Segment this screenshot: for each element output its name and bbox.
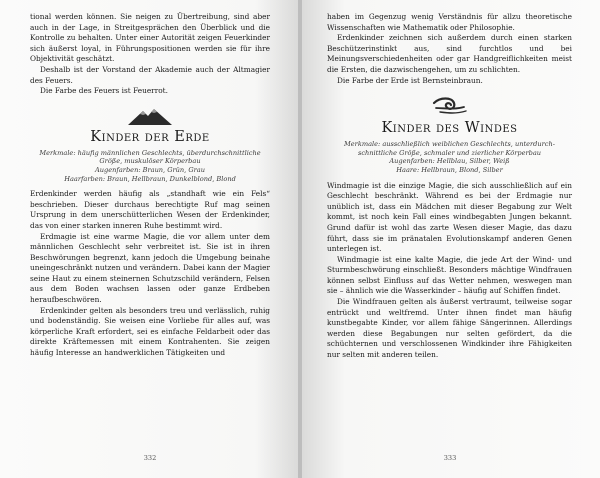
meta-line: Merkmale: häufig männlichen Geschlechts, überdurchschnittliche [39, 148, 261, 157]
meta-line: Augenfarben: Hellblau, Silber, Weiß [389, 157, 510, 166]
right-top-paragraph-1: haben im Gegenzug wenig Verständnis für allzu theoretische Wissenschaften wie Mathematik oder Philosophie. [327, 12, 572, 32]
chapter-title-earth: Kinder der Erde [90, 128, 210, 145]
left-body-paragraph-2: Erdmagie ist eine warme Magie, die vor allem unter dem männlichen Geschlecht sehr verbreitet ist. Sie ist in ihren Beschwörungen begrenzt, kann jedoch die Umgebung beinahe uneingeschränkt nutzen und verändern. Dabei kann der Magier seine Haut zu einem steinernen Schutzschild verändern, Felsen aus dem Boden wachsen lassen oder ganze Erdbeben heraufbeschwören. [30, 231, 270, 305]
page-number-left: 332 [143, 454, 157, 462]
right-top-paragraph-3: Die Farbe der Erde ist Bernsteinbraun. [337, 75, 483, 85]
mountain-icon [126, 106, 174, 126]
book-gutter [298, 0, 302, 478]
wind-characteristics [327, 140, 572, 174]
left-top-paragraph-1: tional werden können. Sie neigen zu Übertreibung, sind aber auch in der Lage, in Streitgesprächen den Überblick und die Kontrolle zu behalten. Unter einer Autorität zeigen Feuerkinder sich äußerst loyal, in Führungspositionen werden sie für ihre Objektivität geschätzt. [30, 12, 270, 64]
right-text-column [327, 12, 572, 361]
left-text-column [30, 12, 270, 359]
left-body-paragraph-3: Erdenkinder gelten als besonders treu und verlässlich, ruhig und bodenständig. Sie weisen eine Vorliebe für alles auf, was körperliche Kraft erfordert, sei es einfache Feldarbeit oder das direkte Kräftemessen mit einem Kontrahenten. Sie zeigen häufig Interesse an handwerklichen Tätigkeiten und [30, 305, 270, 358]
right-body-paragraph-2: Windmagie ist eine kalte Magie, die jede Art der Wind- und Sturmbeschwörung einschließt. Besonders mächtige Windfrauen können selbst Einfluss auf das Wetter nehmen, weswegen man sie – ähnlich wie die Wasserkinder – häufig auf Schiffen findet. [327, 254, 572, 296]
right-body-paragraph-1: Windmagie ist die einzige Magie, die sich ausschließlich auf ein Geschlecht beschränkt. Während es bei der Erdmagie nur unüblich ist, dass ein Mädchen mit dieser Begabung zur Welt kommt, ist noch kein Fall eines windbegabten Jungen bekannt. Grund dafür ist wohl das zarte Wesen dieser Magie, das dazu führt, dass sie im pränatalen Evolutionskampf anderen Genen unterlegen ist. [327, 180, 572, 254]
wind-chapter-heading [327, 95, 572, 174]
meta-line: Augenfarben: Braun, Grün, Grau [95, 165, 205, 174]
right-page [300, 0, 600, 478]
meta-line: Haare: Hellbraun, Blond, Silber [396, 165, 503, 174]
meta-line: Merkmale: ausschließlich weiblichen Geschlechts, unterdurch- [344, 140, 555, 149]
chapter-title-wind: Kinder des Windes [381, 120, 518, 137]
earth-characteristics [30, 149, 270, 183]
earth-chapter-heading [30, 106, 270, 183]
page-number-right: 333 [443, 454, 457, 462]
meta-line: schnittliche Größe, schmaler und zierlicher Körperbau [357, 148, 542, 157]
left-body-paragraph-1: Erdenkinder werden häufig als „standhaft wie ein Fels“ beschrieben. Dieser durchaus berechtigte Ruf mag seinen Ursprung in dem unerschütterlichen Wesen der Erdenkinder, das von einer starken inneren Ruhe bestimmt wird. [30, 189, 270, 230]
right-body-paragraph-3: Die Windfrauen gelten als äußerst vertraumt, teilweise sogar entrückt und weltfremd. Unter ihnen findet man häufig kunstbegabte Kinder, vor allem fähige Sängerinnen. Allerdings werden diese Begabungen nur selten gefördert, da die schüchternen und verschlossenen Windkinder ihre Fähigkeiten nur selten mit anderen teilen. [327, 297, 572, 360]
meta-line: Größe, muskulöser Körperbau [99, 157, 201, 166]
right-top-paragraph-2: Erdenkinder zeichnen sich außerdem durch einen starken Beschützerinstinkt aus, sind furchtlos und bei Meinungsverschiedenheiten oder gar Handgreiflichkeiten meist die Ersten, die dazwischengehen, um zu schlichten. [327, 33, 572, 74]
left-top-paragraph-2: Deshalb ist der Vorstand der Akademie auch der Altmagier des Feuers. [30, 64, 270, 85]
meta-line: Haarfarben: Braun, Hellbraun, Dunkelblond, Blond [64, 174, 236, 183]
wind-swirl-icon [430, 95, 470, 117]
left-top-paragraph-3: Die Farbe des Feuers ist Feuerrot. [40, 86, 168, 96]
